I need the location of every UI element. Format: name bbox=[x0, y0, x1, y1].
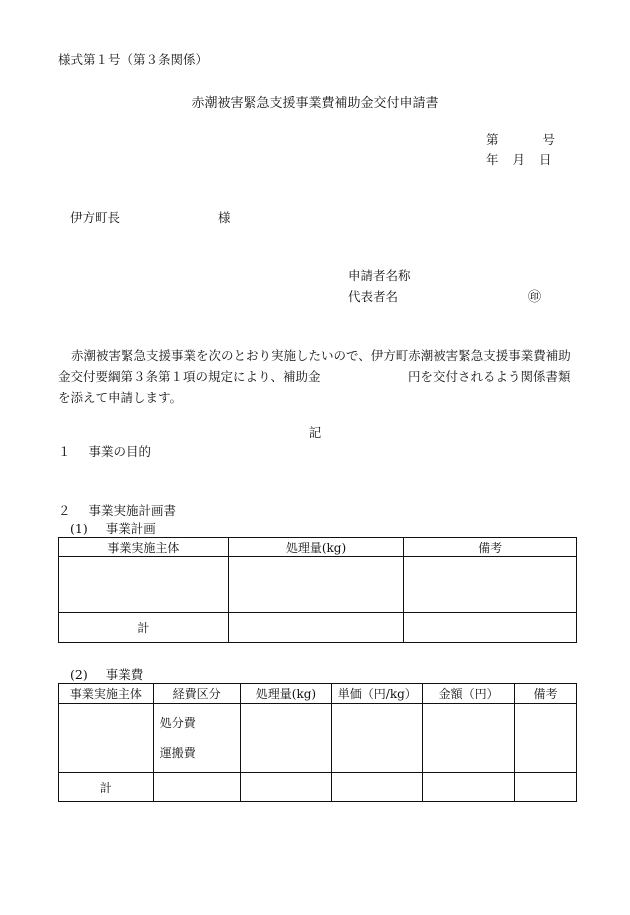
notes-cell[interactable] bbox=[515, 704, 577, 773]
section-1-label: 事業の目的 bbox=[88, 444, 152, 459]
representative-label: 代表者名 bbox=[348, 289, 399, 304]
body-text: 赤潮被害緊急支援事業を次のとおり実施したいので、伊方町赤潮被害緊急支援事業費補助金交付要綱第３条第１項の規定により、補助金 円を交付されるよう関係書類を添えて申請します。 bbox=[58, 348, 571, 405]
category-cell bbox=[153, 704, 240, 773]
form-number: 様式第１号（第３条関係） bbox=[58, 52, 209, 67]
subsection-2-heading bbox=[70, 665, 143, 683]
addressee-honorific: 様 bbox=[218, 210, 231, 225]
total-category-cell[interactable] bbox=[153, 773, 240, 802]
total-label: 計 bbox=[59, 613, 229, 643]
col-header-entity: 事業実施主体 bbox=[59, 538, 229, 557]
document-date bbox=[486, 150, 552, 168]
unit-price-cell[interactable] bbox=[332, 704, 423, 773]
col-header-category: 経費区分 bbox=[153, 684, 240, 704]
money-cell[interactable] bbox=[423, 704, 515, 773]
entity-cell[interactable] bbox=[59, 704, 154, 773]
table-header-row bbox=[59, 538, 577, 557]
col-header-amount: 処理量(kg) bbox=[240, 684, 332, 704]
cost-item-disposal: 処分費 bbox=[159, 716, 196, 730]
subsection-1-label: 事業計画 bbox=[105, 521, 156, 536]
number-go: 号 bbox=[542, 132, 556, 147]
business-plan-table bbox=[58, 537, 577, 643]
section-1-number: １ bbox=[58, 444, 71, 459]
business-cost-table bbox=[58, 683, 577, 802]
table-row bbox=[59, 704, 577, 773]
section-2-heading bbox=[58, 501, 176, 519]
col-header-amount: 処理量(kg) bbox=[228, 538, 404, 557]
total-amount-cell[interactable] bbox=[228, 613, 404, 643]
total-unit-price-cell[interactable] bbox=[332, 773, 423, 802]
document-title: 赤潮被害緊急支援事業費補助金交付申請書 bbox=[191, 96, 439, 111]
total-notes-cell[interactable] bbox=[515, 773, 577, 802]
addressee-name: 伊方町長 bbox=[70, 210, 121, 225]
amount-cell[interactable] bbox=[240, 704, 332, 773]
seal-mark: ㊞ bbox=[528, 290, 542, 305]
applicant-name-label: 申請者名称 bbox=[348, 268, 411, 283]
date-day: 日 bbox=[539, 152, 552, 167]
number-dai: 第 bbox=[486, 132, 499, 147]
col-header-notes: 備考 bbox=[515, 684, 577, 704]
section-2-number: ２ bbox=[58, 503, 71, 518]
notes-cell[interactable] bbox=[404, 557, 577, 613]
total-row bbox=[59, 773, 577, 802]
total-label: 計 bbox=[59, 773, 154, 802]
total-money-cell[interactable] bbox=[423, 773, 515, 802]
entity-cell[interactable] bbox=[59, 557, 229, 613]
subsection-2-number: (2) bbox=[70, 667, 88, 682]
date-year: 年 bbox=[486, 152, 499, 167]
section-1-heading bbox=[58, 442, 151, 460]
subsection-1-number: (1) bbox=[70, 521, 88, 536]
subsection-1-heading bbox=[70, 519, 156, 537]
subsection-2-label: 事業費 bbox=[105, 667, 144, 682]
ki-heading: 記 bbox=[308, 425, 322, 440]
total-notes-cell[interactable] bbox=[404, 613, 577, 643]
date-month: 月 bbox=[512, 152, 526, 167]
section-2-label: 事業実施計画書 bbox=[88, 503, 177, 518]
table-header-row bbox=[59, 684, 577, 704]
table-row bbox=[59, 557, 577, 613]
total-amount-cell[interactable] bbox=[240, 773, 332, 802]
col-header-entity: 事業実施主体 bbox=[59, 684, 154, 704]
document-number bbox=[486, 130, 555, 148]
col-header-notes: 備考 bbox=[404, 538, 577, 557]
application-body bbox=[58, 345, 580, 408]
amount-cell[interactable] bbox=[228, 557, 404, 613]
cost-item-transport: 運搬費 bbox=[159, 746, 196, 760]
col-header-unit-price: 単価（円/kg） bbox=[332, 684, 423, 704]
total-row bbox=[59, 613, 577, 643]
col-header-money: 金額（円） bbox=[423, 684, 515, 704]
